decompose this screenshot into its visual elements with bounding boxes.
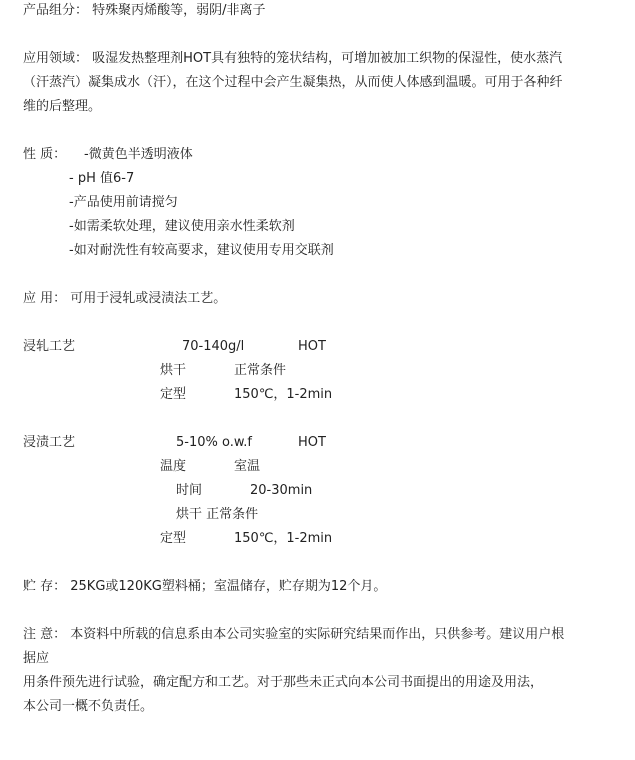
padding-process-title: 浸轧工艺	[23, 339, 76, 354]
exhaust-product: HOT	[298, 435, 326, 450]
property-item: -微黄色半透明液体	[84, 147, 193, 162]
notice-line-3: 用条件预先进行试验，确定配方和工艺。对于那些未正式向本公司书面提出的用途及用法，	[23, 675, 544, 690]
notice-line-1: 注 意： 本资料中所载的信息系由本公司实验室的实际研究结果而作出，只供参考。建议用户根	[23, 627, 565, 642]
padding-step-value: 正常条件	[234, 363, 287, 378]
exhaust-process-title: 浸渍工艺	[23, 435, 76, 450]
property-item: -如对耐洗性有较高要求，建议使用专用交联剂	[69, 243, 334, 258]
padding-product: HOT	[298, 339, 326, 354]
notice-line-4: 本公司一概不负责任。	[23, 699, 154, 714]
exhaust-time-value: 20-30min	[250, 483, 313, 498]
storage-line: 贮 存： 25KG或120KG塑料桶；室温储存，贮存期为12个月。	[23, 579, 387, 594]
property-item: - pH 值6-7	[69, 171, 135, 186]
notice-line-2: 据应	[23, 651, 50, 666]
padding-step-name: 烘干	[160, 363, 187, 378]
composition-line: 产品组分： 特殊聚丙烯酸等，弱阴/非离子	[23, 3, 266, 18]
exhaust-dosage: 5-10% o.w.f	[176, 435, 252, 450]
padding-dosage: 70-140g/l	[182, 339, 245, 354]
exhaust-temp-value: 室温	[234, 459, 261, 474]
exhaust-set-value: 150℃，1-2min	[234, 531, 333, 546]
padding-step-value: 150℃，1-2min	[234, 387, 333, 402]
application-field-line-1: 应用领域： 吸湿发热整理剂HOT具有独特的笼状结构，可增加被加工织物的保湿性，使水蒸汽	[23, 51, 563, 66]
exhaust-time-name: 时间	[176, 483, 203, 498]
exhaust-set-name: 定型	[160, 531, 187, 546]
property-item: -如需柔软处理，建议使用亲水性柔软剂	[69, 219, 295, 234]
application-field-line-2: （汗蒸汽）凝集成水（汗），在这个过程中会产生凝集热，从而使人体感到温暖。可用于各种纤	[23, 75, 563, 90]
exhaust-dry-line: 烘干 正常条件	[176, 507, 259, 522]
usage-line: 应 用： 可用于浸轧或浸渍法工艺。	[23, 291, 227, 306]
application-field-line-3: 维的后整理。	[23, 99, 102, 114]
exhaust-temp-name: 温度	[160, 459, 187, 474]
padding-step-name: 定型	[160, 387, 187, 402]
property-item: -产品使用前请搅匀	[69, 195, 178, 210]
properties-label: 性 质：	[23, 147, 67, 162]
